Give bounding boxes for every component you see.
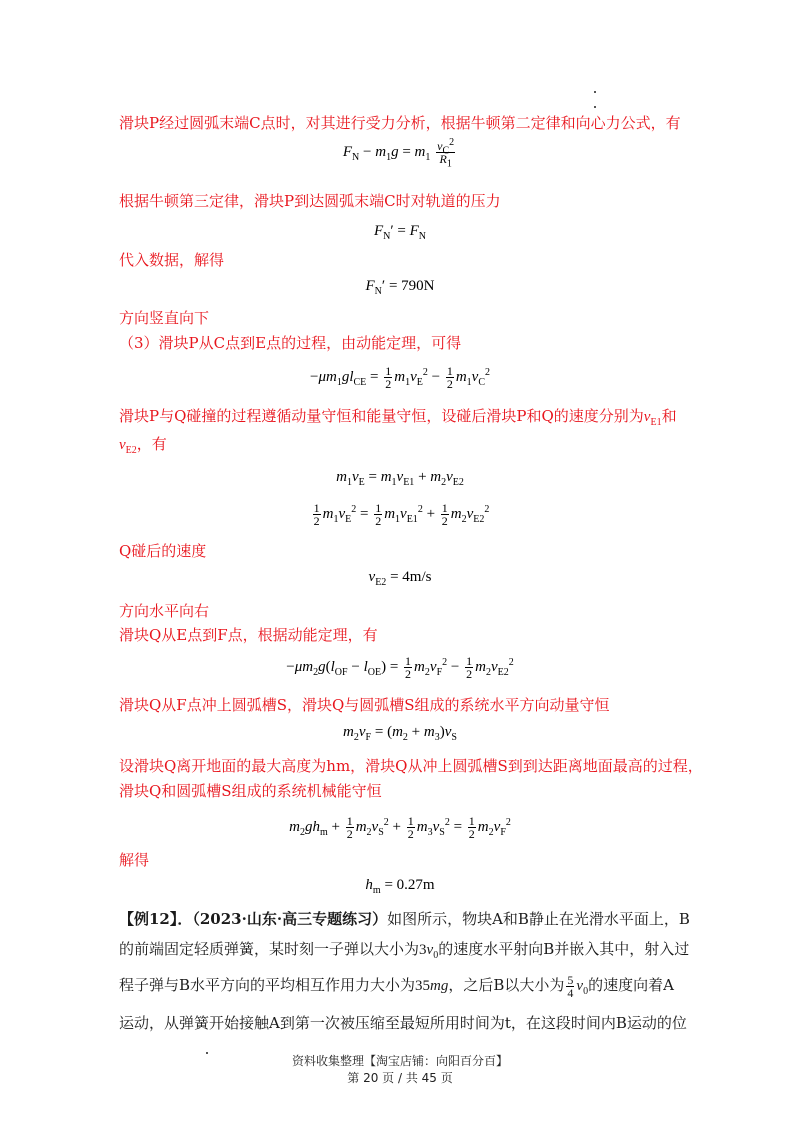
paragraph-mechanical-energy: 滑块Q和圆弧槽S组成的系统机械能守恒 [119, 782, 382, 800]
hm-value: 0.27m [396, 877, 435, 893]
example-text3: 程子弹与B水平方向的平均相互作用力大小为 [119, 976, 416, 994]
example-label: 【例12】．（2023·山东·高三专题练习） [119, 910, 388, 928]
example-12-line1 [119, 908, 690, 930]
footer-page-number: 第 20 页 / 共 45 页 [347, 1071, 453, 1085]
example-text3b: ，之后B以大小为 [448, 976, 565, 994]
collision-text: 滑块P与Q碰撞的过程遵循动量守恒和能量守恒，设碰后滑块P和Q的速度分别为 [119, 407, 644, 425]
paragraph-max-height: 设滑块Q离开地面的最大高度为hm，滑块Q从冲上圆弧槽S到到达距离地面最高的过程， [119, 757, 703, 775]
paragraph-q-slot-momentum: 滑块Q从F点冲上圆弧槽S，滑块Q与圆弧槽S组成的系统水平方向动量守恒 [119, 696, 610, 714]
footer-source: 资料收集整理【淘宝店铺：向阳百分百】 [291, 1054, 508, 1068]
example-12-line3: 程子弹与B水平方向的平均相互作用力大小为35mg，之后B以大小为 $\frac{5}{4}$ $v_0$的速度向着A [119, 973, 674, 1001]
equation-energy-conservation: $\frac{1}{2}$ $m_1v_E^2$ = $\frac{1}{2}$ $m_1v_{E1}^2$ + $\frac{1}{2}$ $m_2v_{E2}^2$ [313, 501, 490, 528]
example-text2: 的前端固定轻质弹簧，某时刻一子弹以大小为 [119, 940, 420, 958]
corner-mark [594, 106, 596, 108]
paragraph-q-velocity: Q碰后的速度 [119, 542, 207, 560]
paragraph-solve: 解得 [119, 851, 150, 869]
equation-work-energy-ef: $-\mu m_2g(l_{OF} - l_{OE})$ = $\frac{1}{2}$ $m_2v_F^2$ − $\frac{1}{2}$ $m_2v_{E2}^2$ [286, 654, 514, 681]
paragraph-newton-third: 根据牛顿第三定律，滑块P到达圆弧末端C时对轨道的压力 [119, 192, 501, 210]
paragraph-part-3: （3）滑块P从C点到E点的过程，由动能定理，可得 [119, 334, 462, 352]
fn-value: 790N [401, 278, 435, 294]
equation-ve2-result: $v_{E2} = 4m/s$ [368, 569, 432, 588]
example-12-line4: 运动，从弹簧开始接触A到第一次被压缩至最短所用时间为t，在这段时间内B运动的位 [119, 1014, 687, 1032]
equation-work-energy-ce: $-\mu m_1gl_{CE}$ = $\frac{1}{2}$ $m_1v_E^2$ − $\frac{1}{2}$ $m_1v_C^2$ [309, 364, 491, 391]
example-text2b: 的速度水平射向B并嵌入其中，射入过 [438, 940, 690, 958]
paragraph-collision-cont: $v_{E2}$，有 [119, 435, 167, 456]
paragraph-direction-right: 方向水平向右 [119, 602, 210, 620]
paragraph-substitute: 代入数据，解得 [119, 251, 225, 269]
example-12-line2: 的前端固定轻质弹簧，某时刻一子弹以大小为$3v_0$的速度水平射向B并嵌入其中，射入过 [119, 940, 690, 961]
equation-momentum-conservation: $m_1v_E = m_1v_{E1} + m_2v_{E2}$ [336, 469, 464, 488]
equation-horizontal-momentum: $m_2v_F = (m_2 + m_3)v_S$ [343, 724, 457, 743]
example-text3c: 的速度向着A [588, 976, 674, 994]
equation-newton-second: $F_N - m_1g = m_1$ $\frac{v_C^2}{R_1}$ [342, 137, 455, 170]
ve2-value: 4m/s [402, 569, 432, 585]
paragraph-q-e-to-f: 滑块Q从E点到F点，根据动能定理，有 [119, 626, 378, 644]
equation-mechanical-energy: $m_2gh_m$ + $\frac{1}{2}$ $m_2v_S^2$ + $\frac{1}{2}$ $m_3v_S^2$ = $\frac{1}{2}$ $m_2v_F^2$ [289, 814, 511, 841]
example-text1: 如图所示，物块A和B静止在光滑水平面上，B [387, 910, 690, 928]
collision-have: ，有 [136, 435, 167, 453]
equation-hm-result: $h_m = 0.27m$ [365, 877, 435, 896]
paragraph-collision: 滑块P与Q碰撞的过程遵循动量守恒和能量守恒，设碰后滑块P和Q的速度分别为$v_{E1}$和 [119, 407, 677, 428]
equation-normal-force: $F_N' = F_N$ [373, 223, 427, 242]
paragraph-direction-down: 方向竖直向下 [119, 309, 210, 327]
equation-fn-result: $F_N' = 790N$ [365, 278, 435, 297]
corner-mark [594, 91, 596, 93]
paragraph-force-analysis: 滑块P经过圆弧末端C点时，对其进行受力分析，根据牛顿第二定律和向心力公式，有 [119, 114, 681, 132]
collision-and: 和 [661, 407, 677, 425]
